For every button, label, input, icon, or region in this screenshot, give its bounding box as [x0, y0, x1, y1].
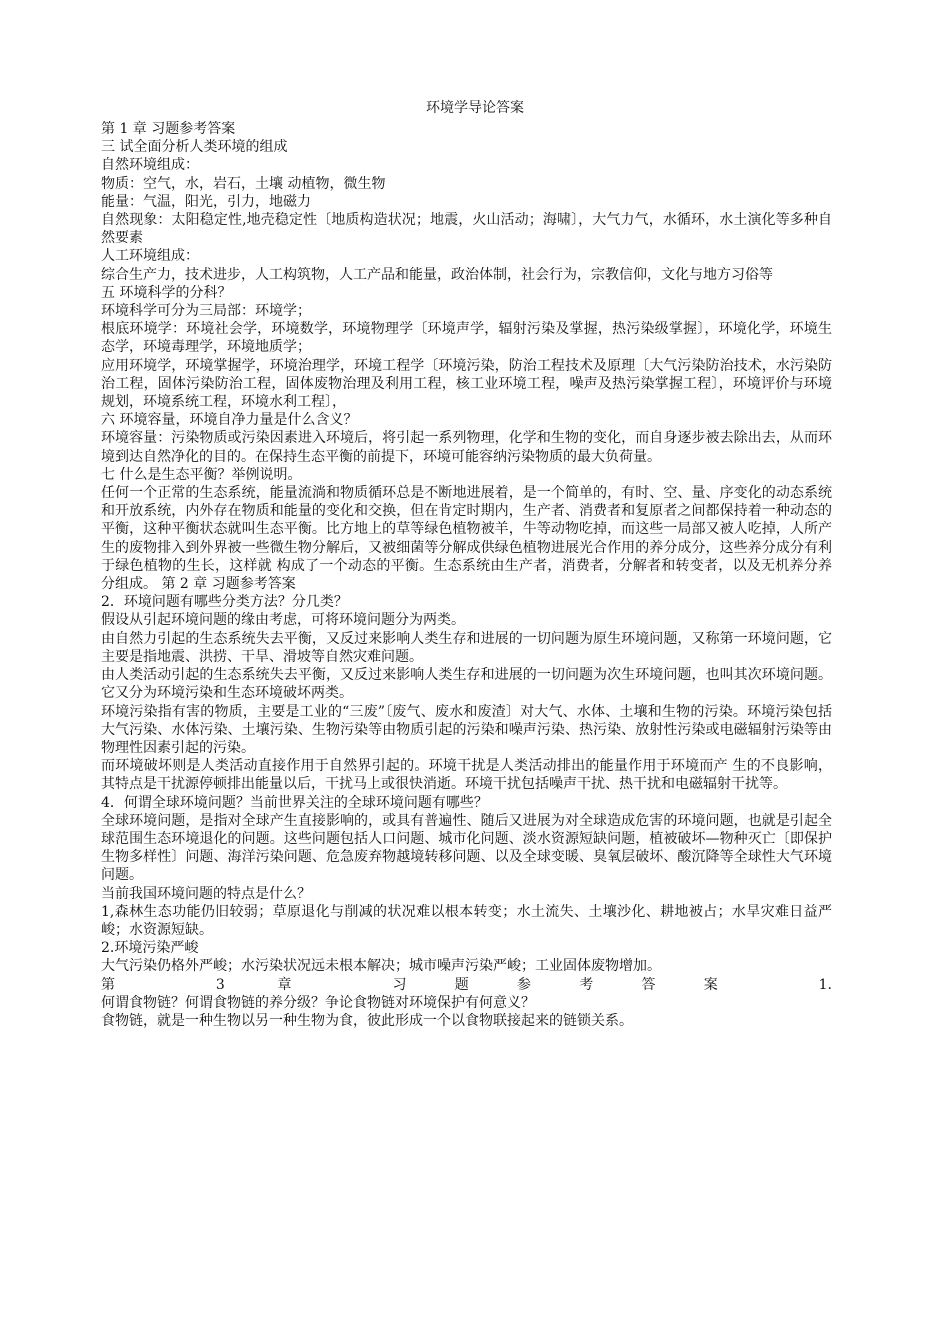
question-3: 三 试全面分析人类环境的组成	[101, 139, 288, 156]
paragraph-line: 综合生产力，技术进步，人工构筑物，人工产品和能量，政治体制，社会行为，宗教信仰，文化与地方习俗等	[101, 266, 773, 283]
paragraph-line: 大气污染仍格外严峻；水污染状况远未根本解决；城市噪声污染严峻；工业固体废物增加。	[101, 958, 661, 975]
paragraph-line: 假设从引起环境问题的缘由考虑，可将环境问题分为两类。	[101, 612, 465, 629]
document-body	[101, 120, 832, 1030]
paragraph-line: 环境污染指有害的物质，主要是工业的“三废”〔废气、废水和废渣〕对大气、水体、土壤和生物的污染。环境污染包括大气污染、水体污染、土壤污染、生物污染等由物质引起的污染和噪声污染、热污染、放射性污染或电磁辐射污染等由物理性因素引起的污染。	[101, 703, 832, 756]
paragraph-line: 1,森林生态功能仍旧较弱；草原退化与削减的状况难以根本转变；水土流失、土壤沙化、耕地被占；水旱灾难日益严峻；水资源短缺。	[101, 903, 832, 938]
paragraph-line: 任何一个正常的生态系统，能量流淌和物质循环总是不断地进展着，是一个简单的，有时、空、量、序变化的动态系统和开放系统，内外存在物质和能量的变化和交换，但在肯定时期内，生产者、消费者和复原者之间都保持着一种动态的平衡，这种平衡状态就叫生态平衡。比方地上的草等绿色植物被羊，牛等动物吃掉，而这些一局部又被人吃掉，人所产生的废物排入到外界被一些微生物分解后，又被细菌等分解成供绿色植物进展光合作用的养分成分，这些养分成分有利于绿色植物的生长，这样就 构成了一个动态的平衡。生态系统由生产者，消费者，分解者和转变者，以及无机养分养分组成。 第 2 章 习题参考答案	[101, 485, 832, 593]
paragraph-line: 自然环境组成：	[101, 157, 199, 174]
question-7: 七 什么是生态平衡？举例说明。	[101, 466, 302, 483]
paragraph-line: 物质：空气，水，岩石，土壤 动植物，微生物	[101, 175, 386, 192]
question-2: 2．环境问题有哪些分类方法？分几类？	[101, 594, 348, 611]
paragraph-line: 而环境破坏则是人类活动直接作用于自然界引起的。环境干扰是人类活动排出的能量作用于环境而产 生的不良影响，其特点是干扰源停顿排出能量以后，干扰马上或很快消逝。环境干扰包括噪声干扰、热干扰和电磁辐射干扰等。	[101, 758, 832, 793]
chapter-1-heading: 第 1 章 习题参考答案	[101, 121, 236, 137]
paragraph-line: 全球环境问题，是指对全球产生直接影响的，或具有普遍性、随后又进展为对全球造成危害的环境问题，也就是引起全球范围生态环境退化的问题。这些问题包括人口问题、城市化问题、淡水资源短缺问题，植被破坏—物种灭亡〔即保护生物多样性〕问题、海洋污染问题、危急废弃物越境转移问题、以及全球变暖、臭氧层破坏、酸沉降等全球性大气环境问题。	[101, 812, 832, 884]
paragraph-line: 环境容量：污染物质或污染因素进入环境后，将引起一系列物理，化学和生物的变化，而自身逐步被去除出去，从而环境到达自然净化的目的。在保持生态平衡的前提下，环境可能容纳污染物质的最大负荷量。	[101, 430, 832, 465]
paragraph-line: 食物链，就是一种生物以另一种生物为食，彼此形成一个以食物联接起来的链锁关系。	[101, 1012, 633, 1029]
question-5: 五 环境科学的分科？	[101, 284, 232, 301]
paragraph-line: 2.环境污染严峻	[101, 940, 199, 957]
paragraph-line: 自然现象：太阳稳定性,地壳稳定性〔地质构造状况；地震，火山活动；海啸〕，大气力气，水循环，水土演化等多种自然要素	[101, 212, 832, 247]
question-6: 六 环境容量，环境自净力量是什么含义？	[101, 412, 358, 429]
paragraph-line: 由自然力引起的生态系统失去平衡，又反过来影响人类生存和进展的一切问题为原生环境问题，又称第一环境问题，它主要是指地震、洪捞、干旱、滑坡等自然灾难问题。	[101, 630, 832, 665]
paragraph-line: 能量：气温，阳光，引力，地磁力	[101, 193, 311, 210]
paragraph-line: 人工环境组成：	[101, 248, 199, 265]
paragraph-line: 何谓食物链？何谓食物链的养分级？争论食物链对环境保护有何意义？	[101, 994, 535, 1011]
paragraph-line: 根底环境学：环境社会学，环境数学，环境物理学〔环境声学，辐射污染及掌握，热污染级掌握〕，环境化学，环境生态学，环境毒理学，环境地质学；	[101, 321, 832, 356]
document-title: 环境学导论答案	[426, 100, 524, 116]
question-4: 4．何谓全球环境问题？当前世界关注的全球环境问题有哪些？	[101, 794, 488, 811]
chapter-3-heading: 第 3 章 习题参考答案 1.	[101, 976, 832, 993]
paragraph-line: 环境科学可分为三局部：环境学；	[101, 303, 311, 320]
paragraph-line: 由人类活动引起的生态系统失去平衡，又反过来影响人类生存和进展的一切问题为次生环境问题，也叫其次环境问题。它又分为环境污染和生态环境破坏两类。	[101, 667, 832, 702]
paragraph-line: 当前我国环境问题的特点是什么？	[101, 885, 311, 902]
paragraph-line: 应用环境学，环境掌握学，环境治理学，环境工程学〔环境污染，防治工程技术及原理〔大气污染防治技术，水污染防治工程，固体污染防治工程，固体废物治理及利用工程，核工业环境工程，噪声及热污染掌握工程〕，环境评价与环境规划，环境系统工程，环境水利工程〕，	[101, 357, 832, 411]
